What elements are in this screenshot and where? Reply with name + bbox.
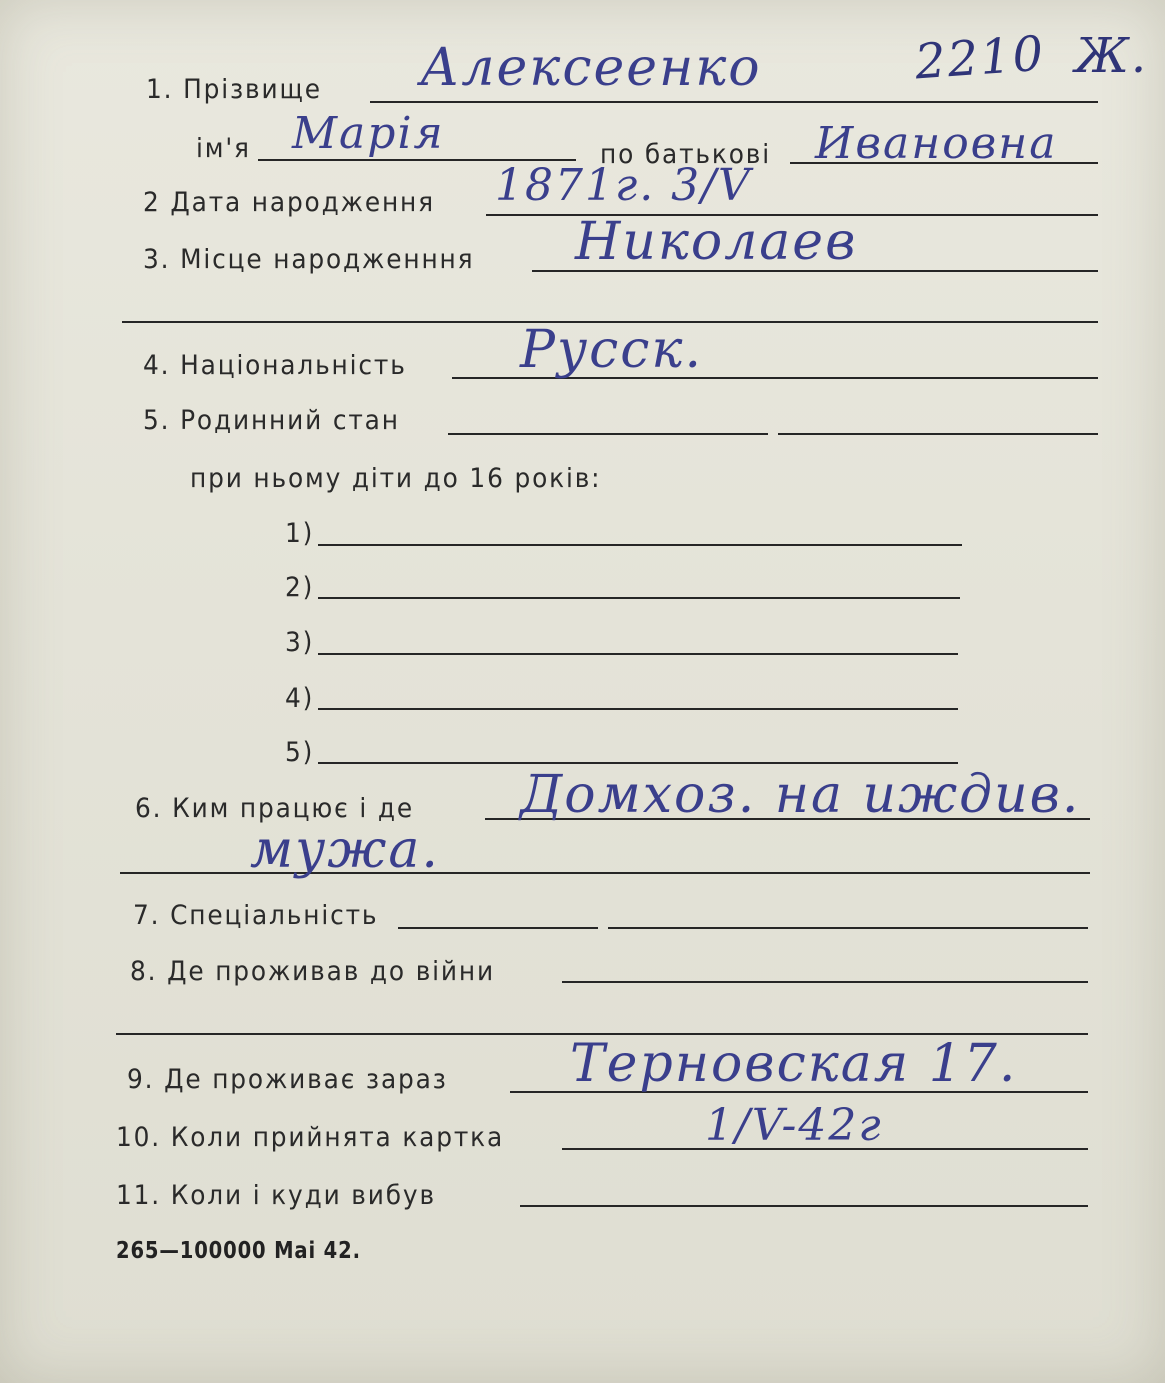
patronymic-label: по батькові [600, 139, 771, 170]
child-2-line [318, 597, 960, 599]
marital-status-label: 5. Родинний стан [143, 405, 400, 436]
specialty-label: 7. Спеціальність [133, 900, 379, 931]
child-1-line [318, 544, 962, 546]
first-name-label: ім'я [196, 133, 251, 164]
child-3-line [318, 653, 958, 655]
child-5-line [318, 762, 958, 764]
occupation-value: Домхоз. на иждив. [520, 765, 1081, 825]
surname-label: 1. Прізвище [146, 74, 322, 105]
departure-line [520, 1205, 1088, 1207]
marital-status-line-b [778, 433, 1098, 435]
children-label: при ньому діти до 16 років: [190, 463, 602, 494]
occupation-value-2: мужа. [250, 820, 440, 880]
birth-place-value: Николаев [575, 212, 858, 272]
card-accepted-label: 10. Коли прийнята картка [116, 1122, 505, 1153]
card-accepted-value: 1/V-42г [705, 1100, 883, 1151]
departure-label: 11. Коли і куди вибув [116, 1180, 436, 1211]
card-number: 2210 [913, 25, 1047, 91]
prewar-residence-line [562, 981, 1088, 983]
birth-date-label: 2 Дата народження [143, 187, 435, 218]
patronymic-value: Ивановна [815, 118, 1058, 169]
child-4-line [318, 708, 958, 710]
marital-status-line-a [448, 433, 768, 435]
child-4-label: 4) [285, 683, 315, 714]
occupation-label: 6. Ким працює і де [135, 793, 414, 824]
current-residence-label: 9. Де проживає зараз [127, 1064, 448, 1095]
birth-date-value: 1871г. 3/V [495, 160, 752, 211]
nationality-label: 4. Національність [143, 350, 407, 381]
surname-line [370, 101, 1098, 103]
surname-value: Алексеенко [420, 38, 762, 98]
current-residence-value: Терновская 17. [570, 1034, 1018, 1094]
specialty-line-a [398, 927, 598, 929]
child-2-label: 2) [285, 572, 315, 603]
prewar-residence-label: 8. Де проживав до війни [130, 956, 495, 987]
child-3-label: 3) [285, 627, 315, 658]
card-mark: Ж. [1075, 28, 1149, 84]
print-mark: 265—100000 Mai 42. [116, 1238, 361, 1264]
nationality-value: Русск. [520, 320, 703, 380]
child-1-label: 1) [285, 518, 315, 549]
birth-place-label: 3. Місце народженння [143, 244, 475, 275]
specialty-line-b [608, 927, 1088, 929]
first-name-value: Марія [292, 108, 445, 159]
child-5-label: 5) [285, 737, 315, 768]
